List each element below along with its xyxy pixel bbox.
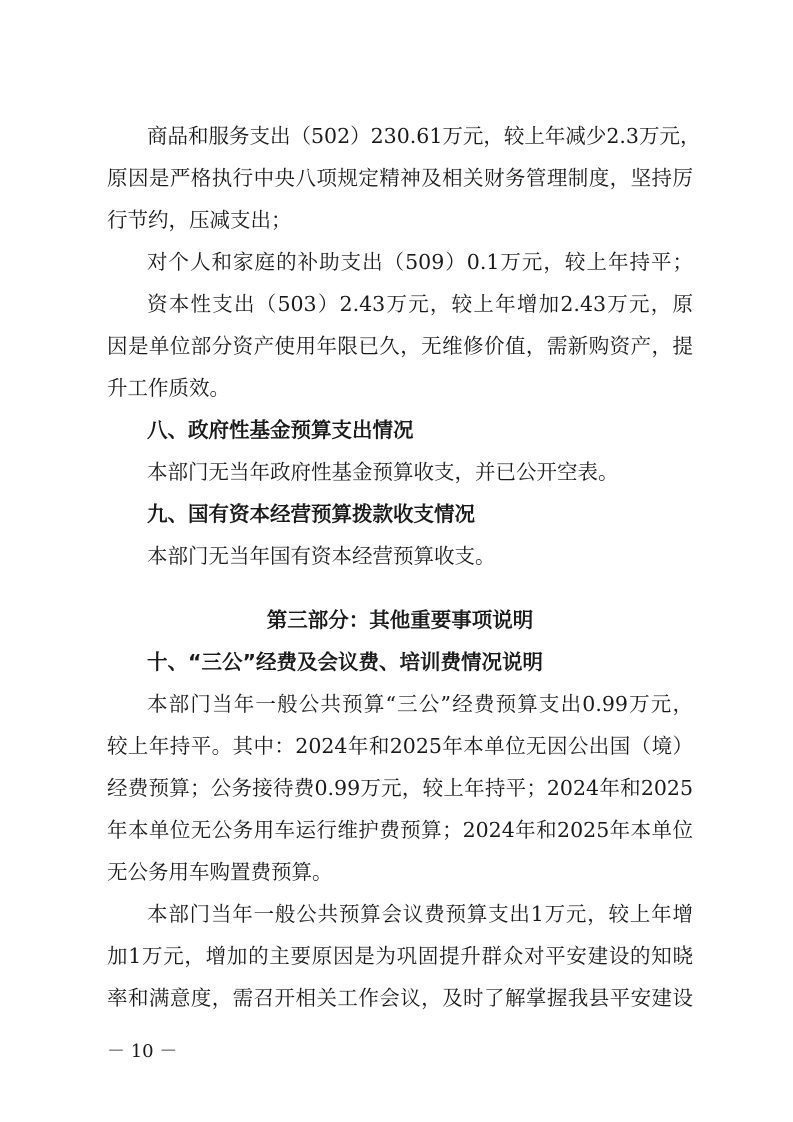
section-heading: 九、国有资本经营预算拨款收支情况 <box>147 502 475 526</box>
paragraph-line: 因是单位部分资产使用年限已久，无维修价值，需新购资产，提 <box>107 334 693 358</box>
paragraph-line: 无公务用车购置费预算。 <box>107 860 333 884</box>
paragraph-line: 原因是严格执行中央八项规定精神及相关财务管理制度，坚持厉 <box>107 166 693 190</box>
paragraph-line: 行节约，压减支出； <box>107 208 292 232</box>
paragraph-line: 资本性支出（503）2.43万元，较上年增加2.43万元，原 <box>147 292 693 316</box>
paragraph-line: 加1万元，增加的主要原因是为巩固提升群众对平安建设的知晓 <box>107 944 693 968</box>
paragraph-line: 本部门当年一般公共预算“三公”经费预算支出0.99万元， <box>147 692 693 716</box>
paragraph-line: 本部门无当年政府性基金预算收支，并已公开空表。 <box>147 460 619 484</box>
section-heading: 十、“三公”经费及会议费、培训费情况说明 <box>147 650 543 674</box>
paragraph-line: 年本单位无公务用车运行维护费预算；2024年和2025年本单位 <box>107 818 693 842</box>
section-heading: 八、政府性基金预算支出情况 <box>147 418 414 442</box>
paragraph-line: 较上年持平。其中：2024年和2025年本单位无因公出国（境） <box>107 734 693 758</box>
part-title: 第三部分：其他重要事项说明 <box>266 608 534 632</box>
page-number: － 10 － <box>107 1041 178 1062</box>
paragraph-line: 升工作质效。 <box>107 376 230 400</box>
paragraph-line: 率和满意度，需召开相关工作会议，及时了解掌握我县平安建设 <box>107 986 693 1010</box>
paragraph-line: 商品和服务支出（502）230.61万元，较上年减少2.3万元， <box>147 124 701 148</box>
paragraph-line: 经费预算；公务接待费0.99万元，较上年持平；2024年和2025 <box>107 776 693 800</box>
paragraph-line: 本部门当年一般公共预算会议费预算支出1万元，较上年增 <box>147 902 693 926</box>
paragraph-line: 本部门无当年国有资本经营预算收支。 <box>147 544 496 568</box>
paragraph-line: 对个人和家庭的补助支出（509）0.1万元，较上年持平； <box>147 250 693 274</box>
